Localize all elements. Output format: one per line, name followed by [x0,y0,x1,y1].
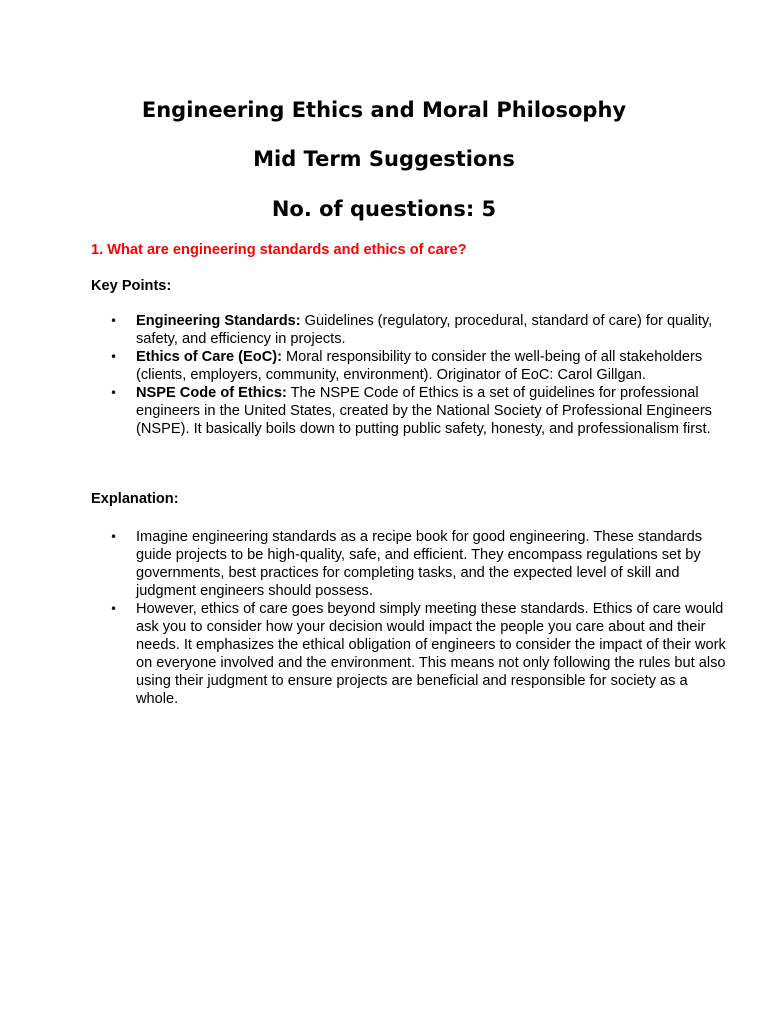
list-item [110,528,726,600]
explanation-list [91,528,726,708]
list-item [110,600,726,708]
bullet-icon: • [110,602,118,616]
bullet-icon: • [110,386,118,400]
document-title: Engineering Ethics and Moral Philosophy [141,98,627,122]
key-points-list [91,312,726,438]
document-subtitle: Mid Term Suggestions [253,147,515,171]
list-item [110,348,726,384]
explanation-text: However, ethics of care goes beyond simply meeting these standards. Ethics of care would ask you to consider how your decision would impact the people you care about and their needs. It emphasizes the ethical obligation of engineers to consider the impact of their work on everyone involved and the environment. This means not only following the rules but also using their judgment to ensure projects are beneficial and responsible for society as a whole. [136,601,726,707]
key-point-text: Guidelines (regulatory, procedural, standard of care) for quality, safety, and efficiency in projects. [136,313,713,347]
bullet-icon: • [110,530,118,544]
bullet-icon: • [110,314,118,328]
key-point-term: Engineering Standards: [136,313,301,329]
key-point-text: The NSPE Code of Ethics is a set of guidelines for professional engineers in the United States, created by the National Society of Professional Engineers (NSPE). It basically boils down to putting public safety, honesty, and professionalism first. [136,385,712,437]
question-count: No. of questions: 5 [271,197,497,221]
explanation-text: Imagine engineering standards as a recipe book for good engineering. These standards guide projects to be high-quality, safe, and efficient. They encompass regulations set by governments, best practices for completing tasks, and the expected level of skill and judgment engineers should possess. [136,529,703,599]
explanation-label: Explanation: [91,491,179,507]
bullet-icon: • [110,350,118,364]
key-points-label: Key Points: [91,278,172,294]
key-point-text: Moral responsibility to consider the well-being of all stakeholders (clients, employers, community, environment). Originator of EoC: Carol Gillgan. [136,349,703,383]
list-item [110,384,726,438]
key-point-term: NSPE Code of Ethics: [136,385,287,401]
question-heading: 1. What are engineering standards and ethics of care? [91,242,467,258]
key-point-term: Ethics of Care (EoC): [136,349,282,365]
list-item [110,312,726,348]
